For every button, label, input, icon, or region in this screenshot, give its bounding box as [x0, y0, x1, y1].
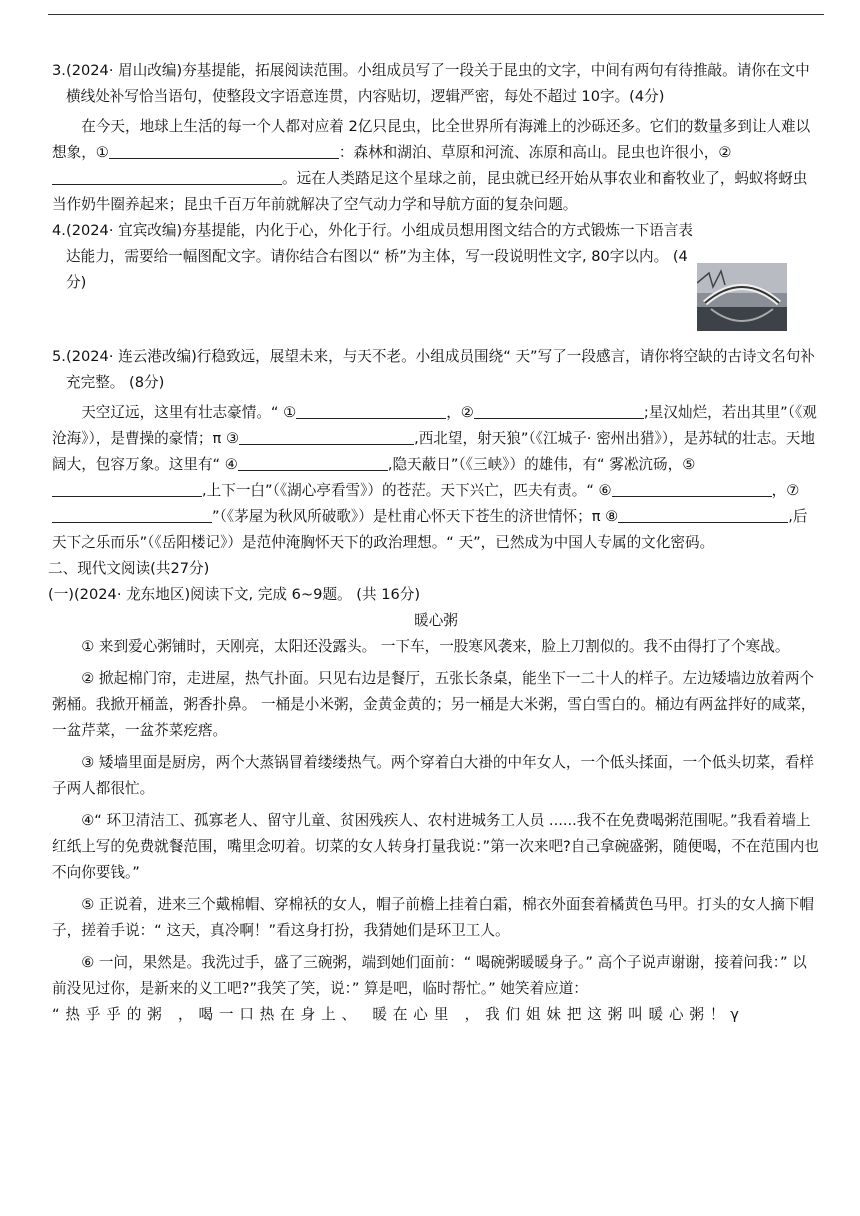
article-paragraph-continued: “热乎乎的粥 ，喝一口热在身上、 暖在心里 ，我们姐妹把这粥叫暖心粥！γ	[52, 1006, 745, 1023]
question-3	[52, 58, 820, 110]
question-text: (2024· 连云港改编)行稳致远，展望未来，与天不老。小组成员围绕“ 天”写了一段感言，请你将空缺的古诗文名句补充完整。 (8分)	[66, 348, 815, 391]
article-paragraph: ① 来到爱心粥铺时，天刚亮，太阳还没露头。 一下车，一股寒风袭来，脸上刀割似的。我不由得打了个寒战。	[81, 638, 790, 655]
question-text: (2024· 眉山改编)夯基提能，拓展阅读范围。小组成员写了一段关于昆虫的文字，中间有两句有待推敲。请你在文中横线处补写恰当语句，使整段文字语意连贯，内容贴切，逻辑严密，每处不超过 10字。(4分)	[66, 62, 810, 105]
answer-blank-6[interactable]	[612, 480, 772, 497]
question-5	[52, 344, 820, 396]
answer-blank-3[interactable]	[239, 428, 414, 445]
article-paragraph: ③ 矮墙里面是厨房，两个大蒸锅冒着缕缕热气。两个穿着白大褂的中年女人，一个低头揉面，一个低头切菜，看样子两人都很忙。	[52, 754, 815, 797]
answer-blank-4[interactable]	[238, 454, 388, 471]
article-paragraph: ② 掀起棉门帘，走进屋，热气扑面。只见右边是餐厅，五张长条桌，能坐下一二十人的样子。左边矮墙边放着两个粥桶。我掀开桶盖，粥香扑鼻。 一桶是小米粥，金黄金黄的；另一桶是大米粥，雪白雪白的。桶边有两盆拌好的咸菜，一盆芹菜，一盆芥菜疙瘩。	[52, 670, 816, 739]
question-number: 3.	[52, 62, 66, 79]
question-number: 4.	[52, 222, 66, 239]
article-paragraph: ⑤ 正说着，进来三个戴棉帽、穿棉袄的女人，帽子前檐上挂着白霜，棉衣外面套着橘黄色马甲。打头的女人摘下帽子，搓着手说：“ 这天，真冷啊！”看这身打扮，我猜她们是环卫工人。	[52, 896, 815, 939]
answer-blank-1[interactable]	[109, 142, 339, 159]
answer-blank-5[interactable]	[52, 480, 202, 497]
answer-blank-7[interactable]	[52, 506, 212, 523]
part-heading: (一)(2024· 龙东地区)阅读下文, 完成 6~9题。 (共 16分)	[48, 586, 421, 603]
top-rule	[48, 14, 824, 15]
question-4	[52, 218, 820, 296]
article-paragraph: ④“ 环卫清洁工、孤寡老人、留守儿童、贫困残疾人、农村进城务工人员 ......我不在免费喝粥范围呢。”我看着墙上红纸上写的免费就餐范围，嘴里念叨着。切菜的女人转身打量我说：”第一次来吧?自己拿碗盛粥，随便喝，不在范围内也不向你要钱。”	[52, 812, 819, 881]
article-body	[52, 634, 820, 1028]
question-text: (2024· 宜宾改编)夯基提能，内化于心，外化于行。小组成员想用图文结合的方式锻炼一下语言表达能力，需要给一幅图配文字。请你结合右图以“ 桥”为主体，写一段说明性文字, 80字以内。 (4分)	[66, 222, 693, 291]
answer-blank-1[interactable]	[296, 402, 446, 419]
answer-blank-2[interactable]	[474, 402, 644, 419]
article-paragraph: ⑥ 一问，果然是。我洗过手，盛了三碗粥，端到她们面前：“ 喝碗粥暖暖身子。” 高个子说声谢谢，接着问我：” 以前没见过你，是新来的义工吧?”我笑了笑，说：” 算是吧，临时帮忙。” 她笑着应道：	[52, 954, 807, 997]
article-title: 暖心粥	[414, 612, 458, 629]
insect-passage: 在今天，地球上生活的每一个人都对应着 2亿只昆虫，比全世界所有海滩上的沙砾还多。它们的数量多到让人难以想象，① ：森林和湖泊、草原和河流、冻原和高山。昆虫也许很小，②。远在人类踏足这个星球之前，昆虫就已经开始从事农业和畜牧业了，蚂蚁将蚜虫当作奶牛圈养起来；昆虫千百万年前就解决了空气动力学和导航方面的复杂问题。	[52, 118, 811, 213]
sky-passage: 天空辽远，这里有壮志豪情。“ ① ，② ;星汉灿烂，若出其里”（《观沧海》），是曹操的豪情；π ③ ,西北望，射天狼”（《江城子· 密州出猎》），是苏轼的壮志。天地阔大，包容万象。这里有“ ④ ,隐天蔽日”（《三峡》）的雄伟，有“ 雾凇沆砀，⑤,上下一白”（《湖心亭看雪》）的苍茫。天下兴亡，匹夫有责。“ ⑥ ，⑦”（《茅屋为秋风所破歌》）是杜甫心怀天下苍生的济世情怀；π ⑧ ,后天下之乐而乐”（《岳阳楼记》）是范仲淹胸怀天下的政治理想。“ 天”，已然成为中国人专属的文化密码。	[52, 404, 817, 551]
question-number: 5.	[52, 348, 66, 365]
section-heading: 二、现代文阅读(共27分)	[48, 560, 210, 577]
answer-blank-8[interactable]	[618, 506, 788, 523]
answer-blank-2[interactable]	[52, 168, 282, 185]
document-content	[48, 58, 820, 1028]
